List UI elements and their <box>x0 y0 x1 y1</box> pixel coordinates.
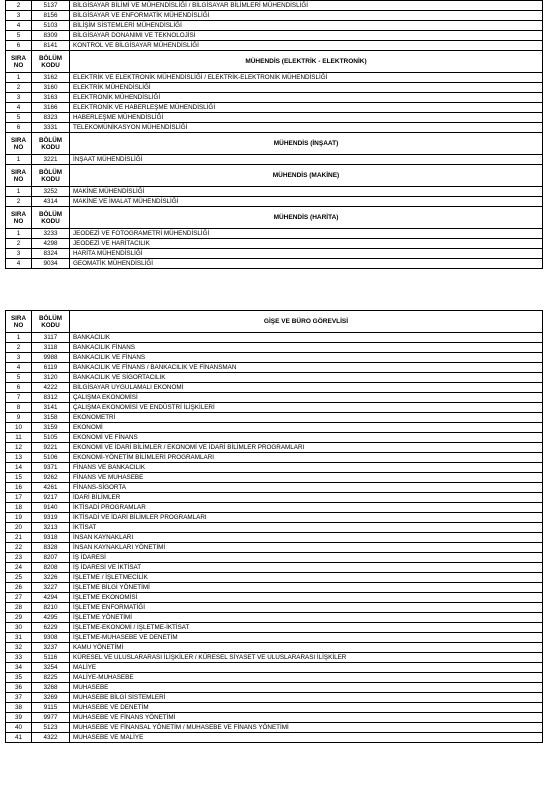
department-name: İKTİSAT <box>70 523 543 533</box>
department-code: 4294 <box>32 593 70 603</box>
department-code: 8156 <box>32 11 70 21</box>
row-number: 16 <box>6 483 32 493</box>
row-number: 12 <box>6 443 32 453</box>
column-header-no: SIRA NO <box>6 207 32 229</box>
department-name: MALİYE <box>70 663 543 673</box>
table-row <box>6 393 543 403</box>
department-name: İNSAN KAYNAKLARI <box>70 533 543 543</box>
department-code: 4295 <box>32 613 70 623</box>
department-code: 8208 <box>32 563 70 573</box>
table-row <box>6 403 543 413</box>
row-number: 4 <box>6 259 32 269</box>
table-row <box>6 259 543 269</box>
table-row <box>6 733 543 743</box>
row-number: 6 <box>6 41 32 51</box>
department-name: MALİYE-MUHASEBE <box>70 673 543 683</box>
row-number: 8 <box>6 403 32 413</box>
table-row <box>6 573 543 583</box>
table-row <box>6 1 543 11</box>
table-row <box>6 453 543 463</box>
row-number: 5 <box>6 113 32 123</box>
department-name: TELEKOMÜNİKASYON MÜHENDİSLİĞİ <box>70 123 543 133</box>
table-row <box>6 593 543 603</box>
department-code: 3120 <box>32 373 70 383</box>
section-header-row <box>6 165 543 187</box>
department-name: EKONOMETRİ <box>70 413 543 423</box>
department-name: MUHASEBE <box>70 683 543 693</box>
column-header-code: BÖLÜM KODU <box>32 311 70 333</box>
row-number: 2 <box>6 1 32 11</box>
row-number: 2 <box>6 239 32 249</box>
department-code: 5137 <box>32 1 70 11</box>
table-row <box>6 333 543 343</box>
department-name: İNŞAAT MÜHENDİSLİĞİ <box>70 155 543 165</box>
department-code: 8328 <box>32 543 70 553</box>
table-row <box>6 73 543 83</box>
department-name: BİLGİSAYAR BİLİMİ VE MÜHENDİSLİĞİ / BİLGİSAYAR BİLİMLERİ MÜHENDİSLİĞİ <box>70 1 543 11</box>
department-name: BİLGİSAYAR UYGULAMALI EKONOMİ <box>70 383 543 393</box>
department-name: İŞLETME ENFORMATİĞİ <box>70 603 543 613</box>
department-code: 4322 <box>32 733 70 743</box>
table-row <box>6 187 543 197</box>
row-number: 6 <box>6 123 32 133</box>
department-name: MUHASEBE VE MALİYE <box>70 733 543 743</box>
row-number: 11 <box>6 433 32 443</box>
table-row <box>6 155 543 165</box>
department-name: MUHASEBE VE FİNANS YÖNETİMİ <box>70 713 543 723</box>
department-code: 3159 <box>32 423 70 433</box>
section-header-row <box>6 207 543 229</box>
table-row <box>6 533 543 543</box>
department-name: FİNANS VE MUHASEBE <box>70 473 543 483</box>
row-number: 35 <box>6 673 32 683</box>
department-code: 5116 <box>32 653 70 663</box>
department-code: 4261 <box>32 483 70 493</box>
table-row <box>6 383 543 393</box>
department-name: EKONOMİ VE FİNANS <box>70 433 543 443</box>
department-name: İŞLETME EKONOMİSİ <box>70 593 543 603</box>
row-number: 38 <box>6 703 32 713</box>
department-name: EKONOMİ-YÖNETİM BİLİMLERİ PROGRAMLARI <box>70 453 543 463</box>
department-code: 3233 <box>32 229 70 239</box>
row-number: 2 <box>6 197 32 207</box>
department-name: BANKACILIK FİNANS <box>70 343 543 353</box>
row-number: 36 <box>6 683 32 693</box>
department-code: 3213 <box>32 523 70 533</box>
row-number: 26 <box>6 583 32 593</box>
row-number: 17 <box>6 493 32 503</box>
department-name: İNSAN KAYNAKLARI YÖNETİMİ <box>70 543 543 553</box>
department-name: BANKACILIK <box>70 333 543 343</box>
department-code: 9988 <box>32 353 70 363</box>
row-number: 1 <box>6 187 32 197</box>
section-title: GİŞE VE BÜRO GÖREVLİSİ <box>70 311 543 333</box>
row-number: 1 <box>6 229 32 239</box>
table-row <box>6 249 543 259</box>
department-code: 3160 <box>32 83 70 93</box>
table-row <box>6 503 543 513</box>
row-number: 29 <box>6 613 32 623</box>
table-row <box>6 633 543 643</box>
row-number: 27 <box>6 593 32 603</box>
table-row <box>6 563 543 573</box>
department-name: BANKACILIK VE FİNANS / BANKACILIK VE FİNANSMAN <box>70 363 543 373</box>
row-number: 25 <box>6 573 32 583</box>
row-number: 37 <box>6 693 32 703</box>
column-header-no: SIRA NO <box>6 133 32 155</box>
section-title: MÜHENDİS (İNŞAAT) <box>70 133 543 155</box>
table-row <box>6 229 543 239</box>
row-number: 4 <box>6 363 32 373</box>
department-name: KÜRESEL VE ULUSLARARASI İLİŞKİLER / KÜRESEL SİYASET VE ULUSLARARASI İLİŞKİLER <box>70 653 543 663</box>
column-header-code: BÖLÜM KODU <box>32 51 70 73</box>
table-row <box>6 583 543 593</box>
department-code: 3268 <box>32 683 70 693</box>
row-number: 41 <box>6 733 32 743</box>
table-row <box>6 513 543 523</box>
department-code: 4314 <box>32 197 70 207</box>
department-code: 9308 <box>32 633 70 643</box>
department-name: HABERLEŞME MÜHENDİSLİĞİ <box>70 113 543 123</box>
table-row <box>6 703 543 713</box>
table-row <box>6 353 543 363</box>
department-code: 3227 <box>32 583 70 593</box>
row-number: 5 <box>6 373 32 383</box>
column-header-no: SIRA NO <box>6 311 32 333</box>
department-name: KAMU YÖNETİMİ <box>70 643 543 653</box>
table-row <box>6 11 543 21</box>
row-number: 23 <box>6 553 32 563</box>
department-code: 8312 <box>32 393 70 403</box>
section-header-row <box>6 311 543 333</box>
row-number: 28 <box>6 603 32 613</box>
table-row <box>6 93 543 103</box>
department-name: EKONOMİ VE İDARİ BİLİMLER / EKONOMİ VE İDARİ BİLİMLER PROGRAMLARI <box>70 443 543 453</box>
table-row <box>6 623 543 633</box>
table-row <box>6 613 543 623</box>
row-number: 1 <box>6 333 32 343</box>
row-number: 6 <box>6 383 32 393</box>
row-number: 2 <box>6 83 32 93</box>
row-number: 13 <box>6 453 32 463</box>
table-row <box>6 663 543 673</box>
table-engineering <box>5 0 543 269</box>
column-header-no: SIRA NO <box>6 51 32 73</box>
department-name: JEODEZİ VE HARİTACILIK <box>70 239 543 249</box>
department-code: 3331 <box>32 123 70 133</box>
row-number: 34 <box>6 663 32 673</box>
table-row <box>6 197 543 207</box>
department-code: 9217 <box>32 493 70 503</box>
department-name: İŞLETME-EKONOMİ / İŞLETME-İKTİSAT <box>70 623 543 633</box>
department-code: 8210 <box>32 603 70 613</box>
department-code: 5106 <box>32 453 70 463</box>
table-row <box>6 433 543 443</box>
department-code: 3117 <box>32 333 70 343</box>
table-row <box>6 683 543 693</box>
department-name: BANKACILIK VE FİNANS <box>70 353 543 363</box>
table-row <box>6 239 543 249</box>
department-name: MUHASEBE VE FİNANSAL YÖNETİM / MUHASEBE VE FİNANS YÖNETİMİ <box>70 723 543 733</box>
table-row <box>6 523 543 533</box>
row-number: 24 <box>6 563 32 573</box>
row-number: 20 <box>6 523 32 533</box>
row-number: 3 <box>6 353 32 363</box>
department-code: 3166 <box>32 103 70 113</box>
table-row <box>6 103 543 113</box>
table-row <box>6 483 543 493</box>
department-name: ELEKTRONİK MÜHENDİSLİĞİ <box>70 93 543 103</box>
table-row <box>6 41 543 51</box>
table-row <box>6 723 543 733</box>
department-code: 3237 <box>32 643 70 653</box>
table-row <box>6 643 543 653</box>
row-number: 18 <box>6 503 32 513</box>
department-name: BİLGİSAYAR DONANIMI VE TEKNOLOJİSİ <box>70 31 543 41</box>
table-body-2 <box>6 311 543 743</box>
column-header-code: BÖLÜM KODU <box>32 165 70 187</box>
column-header-code: BÖLÜM KODU <box>32 133 70 155</box>
department-name: MUHASEBE BİLGİ SİSTEMLERİ <box>70 693 543 703</box>
row-number: 30 <box>6 623 32 633</box>
department-name: HARİTA MÜHENDİSLİĞİ <box>70 249 543 259</box>
department-code: 3141 <box>32 403 70 413</box>
department-code: 6119 <box>32 363 70 373</box>
department-name: İŞ İDARESİ <box>70 553 543 563</box>
row-number: 4 <box>6 103 32 113</box>
department-code: 5105 <box>32 433 70 443</box>
row-number: 7 <box>6 393 32 403</box>
table-row <box>6 443 543 453</box>
department-code: 9977 <box>32 713 70 723</box>
department-name: ÇALIŞMA EKONOMİSİ VE ENDÜSTRİ İLİŞKİLERİ <box>70 403 543 413</box>
department-code: 9262 <box>32 473 70 483</box>
department-code: 9115 <box>32 703 70 713</box>
table-row <box>6 413 543 423</box>
department-name: BİLGİSAYAR VE ENFORMATİK MÜHENDİSLİĞİ <box>70 11 543 21</box>
department-name: İKTİSADİ VE İDARİ BİLİMLER PROGRAMLARI <box>70 513 543 523</box>
department-code: 9221 <box>32 443 70 453</box>
row-number: 3 <box>6 249 32 259</box>
table-row <box>6 463 543 473</box>
department-code: 3269 <box>32 693 70 703</box>
table-counter-office <box>5 310 543 743</box>
department-name: İDARİ BİLİMLER <box>70 493 543 503</box>
table-row <box>6 543 543 553</box>
table-row <box>6 373 543 383</box>
row-number: 15 <box>6 473 32 483</box>
department-code: 3226 <box>32 573 70 583</box>
section-title: MÜHENDİS (HARİTA) <box>70 207 543 229</box>
department-code: 5103 <box>32 21 70 31</box>
table-row <box>6 673 543 683</box>
department-name: İŞLETME / İŞLETMECİLİK <box>70 573 543 583</box>
department-name: MAKİNE VE İMALAT MÜHENDİSLİĞİ <box>70 197 543 207</box>
department-name: MUHASEBE VE DENETİM <box>70 703 543 713</box>
department-code: 8141 <box>32 41 70 51</box>
department-code: 9319 <box>32 513 70 523</box>
department-code: 8225 <box>32 673 70 683</box>
column-header-code: BÖLÜM KODU <box>32 207 70 229</box>
department-code: 3221 <box>32 155 70 165</box>
table-row <box>6 123 543 133</box>
table-row <box>6 603 543 613</box>
department-name: ÇALIŞMA EKONOMİSİ <box>70 393 543 403</box>
row-number: 32 <box>6 643 32 653</box>
department-name: İŞLETME BİLGİ YÖNETİMİ <box>70 583 543 593</box>
row-number: 2 <box>6 343 32 353</box>
table-row <box>6 31 543 41</box>
department-name: JEODEZİ VE FOTOGRAMETRİ MÜHENDİSLİĞİ <box>70 229 543 239</box>
row-number: 4 <box>6 21 32 31</box>
section-title: MÜHENDİS (ELEKTRİK - ELEKTRONİK) <box>70 51 543 73</box>
row-number: 22 <box>6 543 32 553</box>
table-row <box>6 653 543 663</box>
department-name: BİLİŞİM SİSTEMLERİ MÜHENDİSLİĞİ <box>70 21 543 31</box>
row-number: 5 <box>6 31 32 41</box>
department-name: ELEKTRİK MÜHENDİSLİĞİ <box>70 83 543 93</box>
department-code: 3162 <box>32 73 70 83</box>
department-code: 9140 <box>32 503 70 513</box>
table-body-1 <box>6 1 543 269</box>
table-row <box>6 693 543 703</box>
table-row <box>6 83 543 93</box>
row-number: 33 <box>6 653 32 663</box>
column-header-no: SIRA NO <box>6 165 32 187</box>
department-code: 5123 <box>32 723 70 733</box>
department-name: KONTROL VE BİLGİSAYAR MÜHENDİSLİĞİ <box>70 41 543 51</box>
row-number: 3 <box>6 93 32 103</box>
table-row <box>6 21 543 31</box>
department-code: 3163 <box>32 93 70 103</box>
row-number: 3 <box>6 11 32 21</box>
department-name: İŞLETME YÖNETİMİ <box>70 613 543 623</box>
row-number: 1 <box>6 155 32 165</box>
table-row <box>6 363 543 373</box>
table-row <box>6 343 543 353</box>
department-code: 3158 <box>32 413 70 423</box>
row-number: 19 <box>6 513 32 523</box>
department-code: 8324 <box>32 249 70 259</box>
department-code: 8309 <box>32 31 70 41</box>
table-row <box>6 553 543 563</box>
row-number: 40 <box>6 723 32 733</box>
section-header-row <box>6 133 543 155</box>
table-row <box>6 493 543 503</box>
table-row <box>6 473 543 483</box>
department-name: MAKİNE MÜHENDİSLİĞİ <box>70 187 543 197</box>
department-name: EKONOMİ <box>70 423 543 433</box>
department-name: İKTİSADİ PROGRAMLAR <box>70 503 543 513</box>
row-number: 10 <box>6 423 32 433</box>
department-code: 4298 <box>32 239 70 249</box>
department-code: 6229 <box>32 623 70 633</box>
department-name: İŞ İDARESİ VE İKTİSAT <box>70 563 543 573</box>
section-header-row <box>6 51 543 73</box>
department-name: GEOMATİK MÜHENDİSLİĞİ <box>70 259 543 269</box>
table-row <box>6 423 543 433</box>
department-code: 9034 <box>32 259 70 269</box>
department-name: FİNANS VE BANKACILIK <box>70 463 543 473</box>
department-code: 8323 <box>32 113 70 123</box>
row-number: 21 <box>6 533 32 543</box>
department-code: 9318 <box>32 533 70 543</box>
department-code: 4222 <box>32 383 70 393</box>
department-name: İŞLETME-MUHASEBE VE DENETİM <box>70 633 543 643</box>
department-code: 8207 <box>32 553 70 563</box>
department-name: ELEKTRİK VE ELEKTRONİK MÜHENDİSLİĞİ / ELEKTRİK-ELEKTRONİK MÜHENDİSLİĞİ <box>70 73 543 83</box>
department-code: 3252 <box>32 187 70 197</box>
table-row <box>6 713 543 723</box>
table-row <box>6 113 543 123</box>
department-name: FİNANS-SİGORTA <box>70 483 543 493</box>
department-name: ELEKTRONİK VE HABERLEŞME MÜHENDİSLİĞİ <box>70 103 543 113</box>
row-number: 14 <box>6 463 32 473</box>
department-name: BANKACILIK VE SİGORTACILIK <box>70 373 543 383</box>
department-code: 3254 <box>32 663 70 673</box>
department-code: 3118 <box>32 343 70 353</box>
row-number: 39 <box>6 713 32 723</box>
row-number: 1 <box>6 73 32 83</box>
row-number: 9 <box>6 413 32 423</box>
department-code: 9371 <box>32 463 70 473</box>
row-number: 31 <box>6 633 32 643</box>
section-title: MÜHENDİS (MAKİNE) <box>70 165 543 187</box>
